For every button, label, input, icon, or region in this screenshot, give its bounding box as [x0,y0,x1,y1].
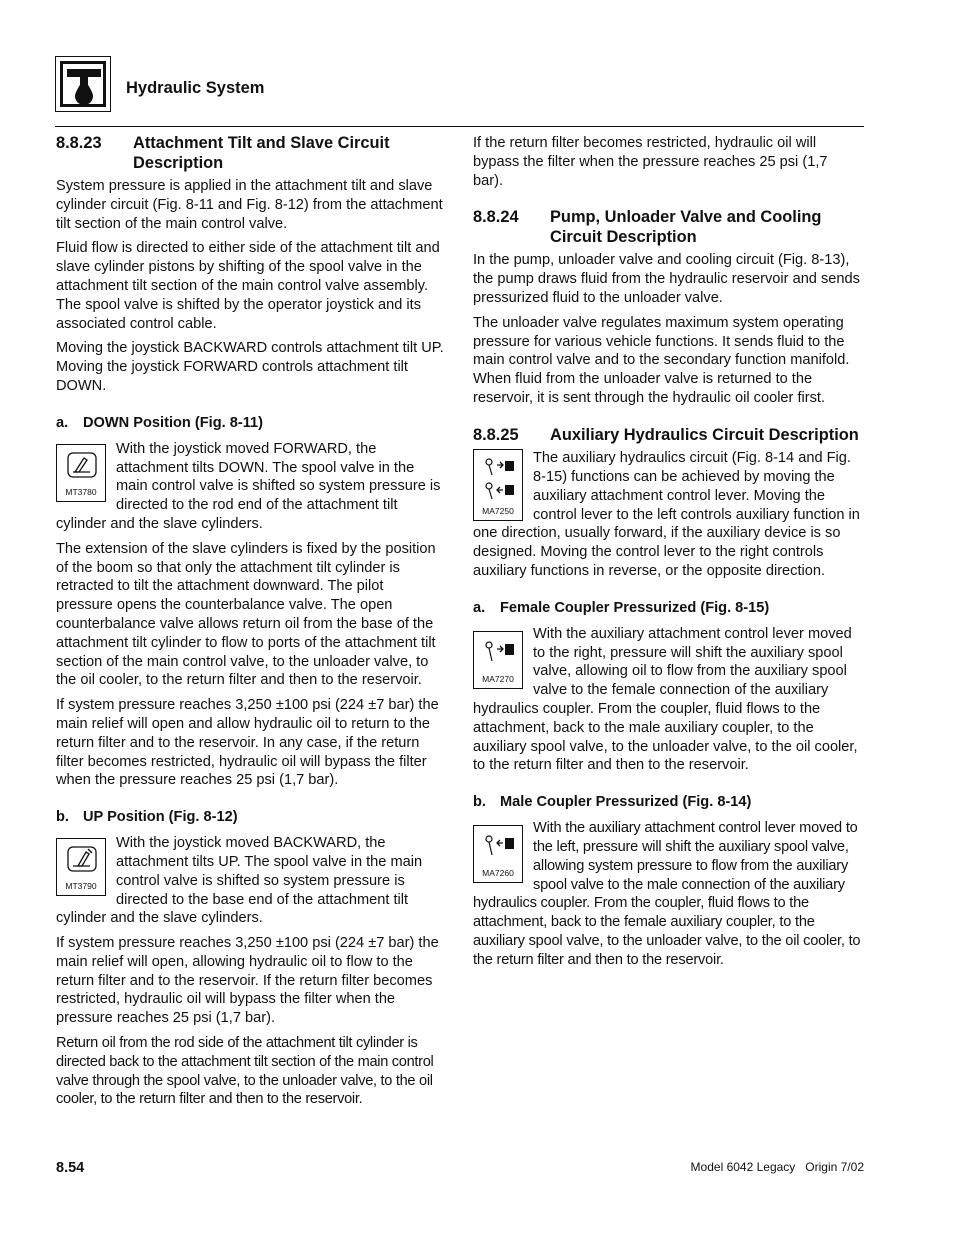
icon-code: MT3780 [65,486,97,497]
section-heading-8-8-24 [473,208,861,247]
icon-code: MA7260 [482,868,514,879]
left-column [56,134,444,1115]
subsection-title: DOWN Position (Fig. 8-11) [83,414,263,431]
paragraph: With the auxiliary attachment control lever moved to the left, pressure will shift the auxiliary spool valve, allowing system pressure to flow from the auxiliary spool valve to the male connection of the auxiliary hydraulics coupler. From the coupler, fluid flows to the attachment, back to the female auxiliary coupler, to the auxiliary spool valve, to the unloader valve, to the oil cooler, to the return filter and then to the reservoir. [473,820,861,968]
paragraph: In the pump, unloader valve and cooling circuit (Fig. 8-13), the pump draws fluid from the hydraulic reservoir and sends pressurized fluid to the unloader valve. [473,252,860,306]
subsection-title: Male Coupler Pressurized (Fig. 8-14) [500,794,752,811]
page-header-title: Hydraulic System [126,79,265,97]
paragraph: The auxiliary hydraulics circuit (Fig. 8-14 and Fig. 8-15) functions can be achieved by moving the auxiliary attachment control lever. Moving the control lever to the left controls auxiliary function in one direction, usually forward, if the auxiliary device is so designed. Moving the control lever to the right controls auxiliary functions in reverse, or the opposite direction. [473,450,860,580]
subsection-letter: b. [473,794,486,811]
paragraph: Moving the joystick BACKWARD controls attachment tilt UP. Moving the joystick FORWARD controls attachment tilt DOWN. [56,340,444,394]
paragraph: If the return filter becomes restricted, hydraulic oil will bypass the filter when the pressure reaches 25 psi (1,7 bar). [473,135,828,189]
section-title: Pump, Unloader Valve and Cooling Circuit Description [550,208,822,246]
icon-code: MA7250 [482,506,514,517]
page-number: 8.54 [56,1160,85,1176]
paragraph: If system pressure reaches 3,250 ±100 psi (224 ±7 bar) the main relief will open and allow hydraulic oil to return to the return filter and to the reservoir. In any case, if the return filter becomes restricted, hydraulic oil will bypass the filter when the pressure reaches 25 psi (1,7 bar). [56,697,439,789]
section-number: 8.8.25 [473,425,519,444]
subsection-title: UP Position (Fig. 8-12) [83,809,238,826]
paragraph: The unloader valve regulates maximum system operating pressure for various vehicle functions. It sends fluid to the main control valve and to the secondary function manifold. When fluid from the unloader valve is returned to the reservoir, it is sent through the hydraulic oil cooler first. [473,314,850,406]
auxiliary-lever-icon [473,449,523,521]
paragraph: With the joystick moved BACKWARD, the attachment tilts UP. The spool valve in the main control valve is shifted so system pressure is directed to the base end of the attachment tilt cylinder and the slave cylinders. [56,835,423,927]
joystick-forward-icon [56,444,106,502]
header-divider [55,126,864,127]
paragraph: System pressure is applied in the attachment tilt and slave cylinder circuit (Fig. 8-11 and Fig. 8-12) from the attachment tilt section of the main control valve. [56,178,443,232]
subsection-heading-down-position [56,414,444,432]
model-info: Model 6042 Legacy Origin 7/02 [690,1160,864,1174]
paragraph: With the joystick moved FORWARD, the attachment tilts DOWN. The spool valve in the main control valve is shifted so system pressure is directed to the rod end of the attachment tilt cylinder and the slave cylinders. [56,440,441,532]
subsection-heading-female-coupler [473,599,861,617]
paragraph: If system pressure reaches 3,250 ±100 psi (224 ±7 bar) the main relief will open, allowing hydraulic oil to flow to the return filter and to the reservoir. If the return filter becomes restricted, hydraulic oil will bypass the filter when the pressure reaches 25 psi (1,7 bar). [56,935,439,1027]
section-number: 8.8.24 [473,208,519,227]
male-coupler-icon [473,825,523,883]
section-title: Attachment Tilt and Slave Circuit Description [133,134,390,172]
section-heading-8-8-25 [473,426,861,446]
subsection-heading-male-coupler [473,793,861,811]
paragraph: Fluid flow is directed to either side of the attachment tilt and slave cylinder pistons by shifting of the spool valve in the attachment tilt section of the main control valve assembly. The spool valve is shifted by the operator joystick and its associated control cable. [56,240,440,332]
subsection-letter: b. [56,809,69,826]
section-number: 8.8.23 [56,134,102,152]
subsection-heading-up-position [56,808,444,826]
icon-code: MA7270 [482,673,514,684]
paragraph: The extension of the slave cylinders is fixed by the position of the boom so that only the attachment tilt cylinder is retracted to tilt the attachment downward. The pilot pressure opens the counterbalance valve. The open counterbalance valve allows return oil from the base of the attachment tilt cylinder to flow to ports of the attachment tilt section of the main control valve, to the unloader valve, to the oil cooler, to the return filter and then to the reservoir. [56,540,436,689]
icon-code: MT3790 [65,881,97,892]
section-title: Auxiliary Hydraulics Circuit Description [550,425,859,444]
subsection-letter: a. [56,414,69,431]
subsection-title: Female Coupler Pressurized (Fig. 8-15) [500,599,770,616]
hydraulic-drop-icon [55,56,111,112]
female-coupler-icon [473,631,523,689]
paragraph: With the auxiliary attachment control lever moved to the right, pressure will shift the auxiliary spool valve, allowing oil to flow from the auxiliary spool valve to the female connection of the auxiliary hydraulics coupler. From the coupler, fluid flows to the attachment, back to the male auxiliary coupler, to the auxiliary spool valve, to the unloader valve, to the oil cooler, to the return filter and then to the reservoir. [473,625,858,774]
right-column [473,134,861,976]
section-heading-8-8-23 [56,134,444,173]
joystick-backward-icon [56,838,106,896]
paragraph: Return oil from the rod side of the attachment tilt cylinder is directed back to the attachment tilt section of the main control valve through the spool valve, to the unloader valve, to the oil cooler, to the return filter and then to the reservoir. [56,1035,434,1108]
subsection-letter: a. [473,599,486,616]
